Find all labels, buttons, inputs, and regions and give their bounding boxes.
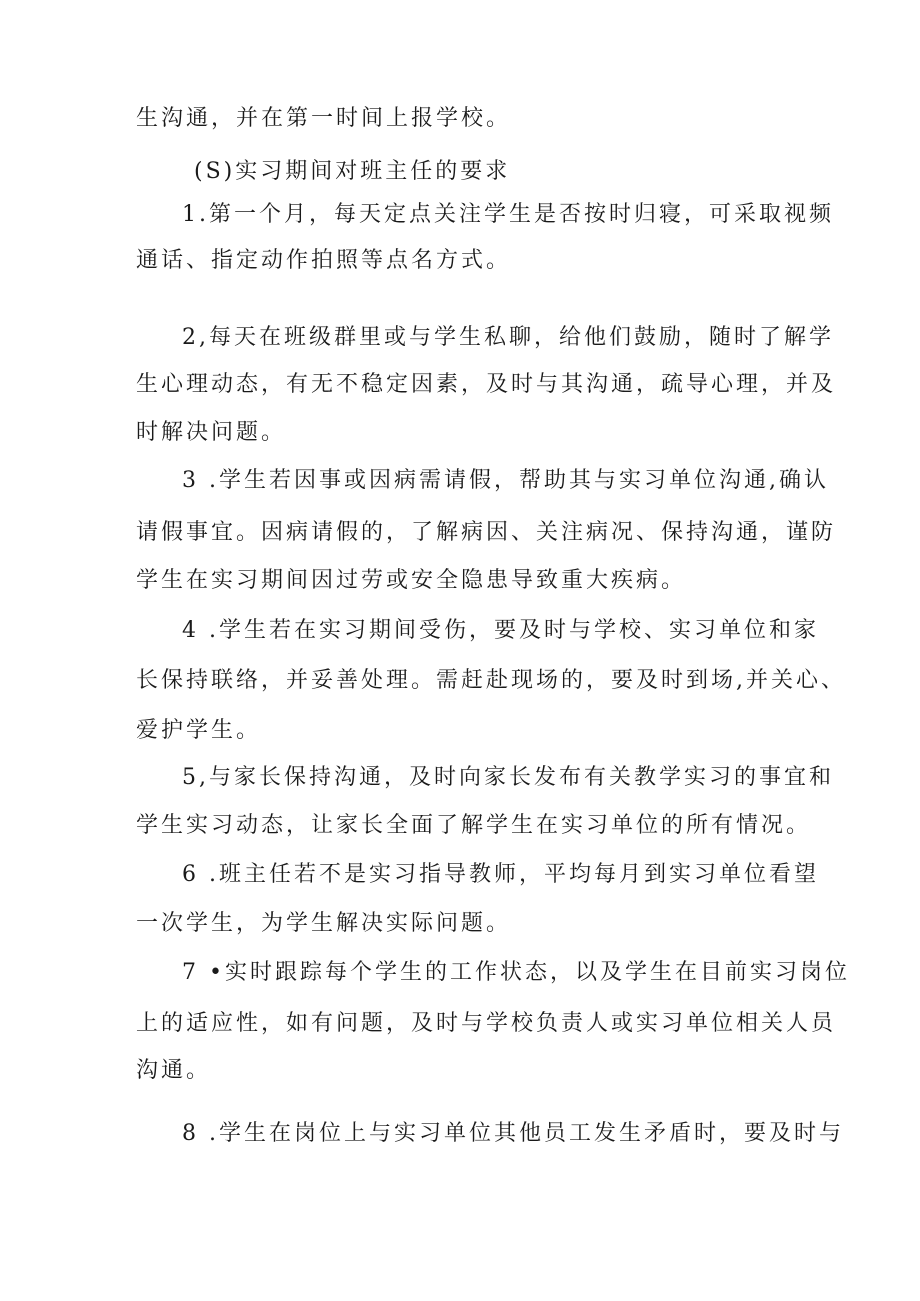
text-line: 8 .学生在岗位上与实习单位其他员工发生矛盾时，要及时与 bbox=[182, 1121, 844, 1146]
text-line: 7 •实时跟踪每个学生的工作状态，以及学生在目前实习岗位 bbox=[182, 960, 850, 985]
text-line: 一次学生，为学生解决实际问题。 bbox=[136, 911, 512, 936]
text-line: 时解决问题。 bbox=[136, 420, 287, 445]
text-line: 生沟通，并在第一时间上报学校。 bbox=[136, 106, 512, 131]
text-line: 上的适应性，如有问题，及时与学校负责人或实习单位相关人员 bbox=[136, 1011, 837, 1036]
text-line: 通话、指定动作拍照等点名方式。 bbox=[136, 248, 512, 273]
text-line: 沟通。 bbox=[136, 1058, 212, 1083]
text-line: 爱护学生。 bbox=[136, 718, 262, 743]
text-line: 学生实习动态，让家长全面了解学生在实习单位的所有情况。 bbox=[136, 813, 812, 838]
text-line: 长保持联络，并妥善处理。需赶赴现场的，要及时到场,并关心、 bbox=[136, 668, 846, 693]
text-line: 1.第一个月，每天定点关注学生是否按时归寝，可采取视频 bbox=[182, 202, 834, 227]
text-line: 2,每天在班级群里或与学生私聊，给他们鼓励，随时了解学 bbox=[182, 325, 834, 350]
text-line: 5,与家长保持沟通，及时向家长发布有关教学实习的事宜和 bbox=[182, 765, 834, 790]
section-heading: (S)实习期间对班主任的要求 bbox=[194, 159, 511, 184]
text-line: 请假事宜。因病请假的，了解病因、关注病况、保持沟通，谨防 bbox=[136, 520, 837, 545]
text-line: 4 .学生若在实习期间受伤，要及时与学校、实习单位和家 bbox=[182, 618, 819, 643]
text-line: 3 .学生若因事或因病需请假，帮助其与实习单位沟通,确认 bbox=[182, 468, 829, 493]
text-line: 6 .班主任若不是实习指导教师，平均每月到实习单位看望 bbox=[182, 862, 819, 887]
text-line: 生心理动态，有无不稳定因素，及时与其沟通，疏导心理，并及 bbox=[136, 372, 837, 397]
text-line: 学生在实习期间因过劳或安全隐患导致重大疾病。 bbox=[136, 568, 687, 593]
